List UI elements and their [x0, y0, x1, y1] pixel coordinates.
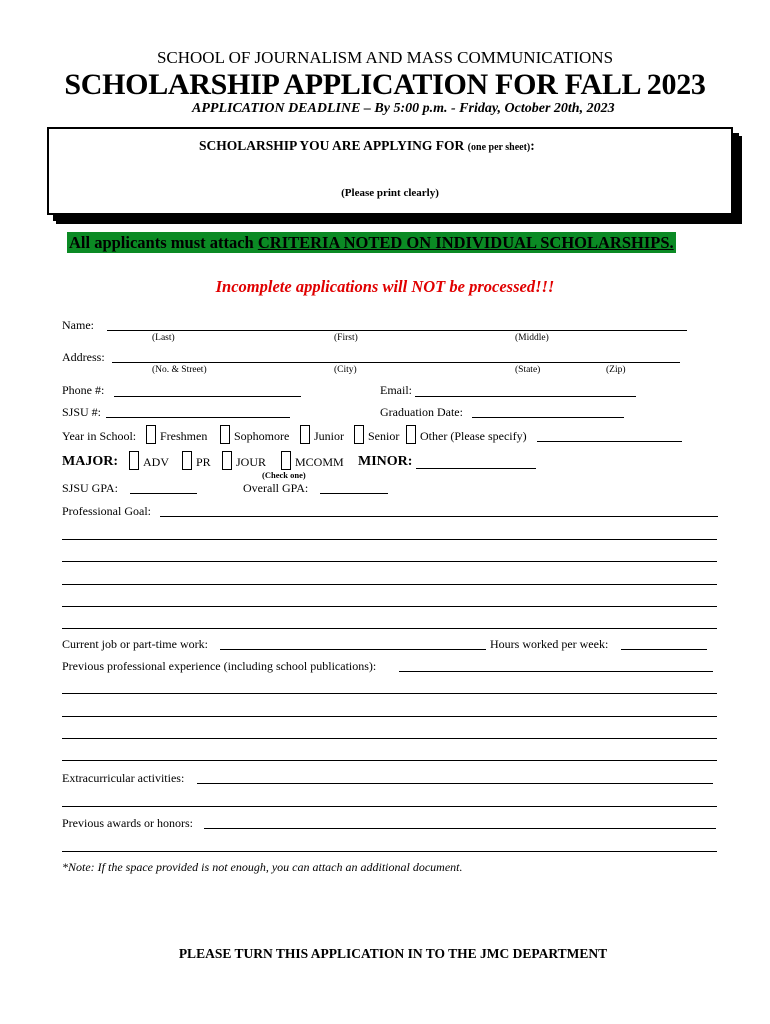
phone-line[interactable] — [114, 396, 301, 397]
professional-goal-line[interactable] — [62, 584, 717, 585]
address-street-hint: (No. & Street) — [152, 365, 207, 375]
school-name: SCHOOL OF JOURNALISM AND MASS COMMUNICATIONS — [156, 48, 614, 67]
graduation-date-label: Graduation Date: — [380, 405, 463, 419]
overall-gpa-line[interactable] — [320, 493, 388, 494]
extracurricular-line[interactable] — [62, 806, 717, 807]
other-specify-line[interactable] — [537, 441, 682, 442]
experience-line[interactable] — [62, 716, 717, 717]
professional-goal-line[interactable] — [62, 539, 717, 540]
sjsu-id-label: SJSU #: — [62, 405, 102, 419]
experience-line[interactable] — [399, 671, 713, 672]
graduation-date-line[interactable] — [472, 417, 624, 418]
professional-goal-line[interactable] — [160, 516, 718, 517]
space-note: *Note: If the space provided is not enough, you can attach an additional document. — [62, 860, 463, 874]
junior-option: Junior — [314, 429, 344, 443]
incomplete-warning: Incomplete applications will NOT be processed!!! — [215, 277, 555, 296]
senior-checkbox[interactable] — [354, 425, 364, 444]
deadline: APPLICATION DEADLINE – By 5:00 p.m. - Friday, October 20th, 2023 — [192, 101, 615, 116]
experience-line[interactable] — [62, 738, 717, 739]
jour-option: JOUR — [236, 455, 267, 469]
senior-option: Senior — [368, 429, 400, 443]
name-last-hint: (Last) — [152, 333, 175, 343]
address-line[interactable] — [112, 362, 680, 363]
criteria-prefix: All applicants must attach — [69, 233, 258, 252]
sjsu-gpa-line[interactable] — [130, 493, 197, 494]
year-in-school-label: Year in School: — [62, 429, 137, 443]
freshmen-checkbox[interactable] — [146, 425, 156, 444]
overall-gpa-label: Overall GPA: — [243, 481, 309, 495]
awards-line[interactable] — [204, 828, 716, 829]
sophomore-option: Sophomore — [234, 429, 290, 443]
address-label: Address: — [62, 350, 105, 364]
pr-checkbox[interactable] — [182, 451, 192, 470]
name-label: Name: — [62, 318, 94, 332]
professional-goal-line[interactable] — [62, 561, 717, 562]
address-state-hint: (State) — [515, 365, 541, 375]
mcomm-option: MCOMM — [295, 455, 344, 469]
major-label: MAJOR: — [62, 454, 118, 469]
freshmen-option: Freshmen — [160, 429, 208, 443]
sophomore-checkbox[interactable] — [220, 425, 230, 444]
hours-worked-label: Hours worked per week: — [490, 637, 609, 651]
hours-worked-line[interactable] — [621, 649, 707, 650]
extracurricular-label: Extracurricular activities: — [62, 771, 185, 785]
scholarship-label: SCHOLARSHIP YOU ARE APPLYING FOR (one per sheet): — [199, 138, 535, 153]
form-title: SCHOLARSHIP APPLICATION FOR FALL 2023 — [64, 68, 706, 101]
adv-option: ADV — [143, 455, 169, 469]
email-label: Email: — [380, 383, 412, 397]
experience-label: Previous professional experience (including school publications): — [62, 659, 377, 673]
experience-line[interactable] — [62, 760, 717, 761]
other-checkbox[interactable] — [406, 425, 416, 444]
turn-in-instruction: PLEASE TURN THIS APPLICATION IN TO THE JMC DEPARTMENT — [178, 946, 608, 961]
junior-checkbox[interactable] — [300, 425, 310, 444]
scholarship-box[interactable] — [47, 127, 733, 215]
address-city-hint: (City) — [334, 365, 357, 375]
print-clearly-hint: (Please print clearly) — [341, 187, 439, 199]
professional-goal-label: Professional Goal: — [62, 504, 151, 518]
other-option: Other (Please specify) — [420, 429, 527, 443]
address-zip-hint: (Zip) — [606, 365, 626, 375]
sjsu-gpa-label: SJSU GPA: — [62, 481, 118, 495]
phone-label: Phone #: — [62, 383, 105, 397]
email-line[interactable] — [415, 396, 636, 397]
experience-line[interactable] — [62, 693, 717, 694]
mcomm-checkbox[interactable] — [281, 451, 291, 470]
current-job-label: Current job or part-time work: — [62, 637, 208, 651]
awards-line[interactable] — [62, 851, 717, 852]
minor-label: MINOR: — [358, 454, 413, 469]
criteria-underlined: CRITERIA NOTED ON INDIVIDUAL SCHOLARSHIPS. — [257, 233, 674, 252]
sjsu-id-line[interactable] — [106, 417, 290, 418]
minor-line[interactable] — [416, 468, 536, 469]
name-middle-hint: (Middle) — [515, 333, 549, 343]
adv-checkbox[interactable] — [129, 451, 139, 470]
professional-goal-line[interactable] — [62, 606, 717, 607]
extracurricular-line[interactable] — [197, 783, 713, 784]
jour-checkbox[interactable] — [222, 451, 232, 470]
awards-label: Previous awards or honors: — [62, 816, 193, 830]
current-job-line[interactable] — [220, 649, 486, 650]
name-line[interactable] — [107, 330, 687, 331]
criteria-notice — [67, 232, 676, 253]
professional-goal-line[interactable] — [62, 628, 717, 629]
check-one-hint: (Check one) — [262, 470, 306, 480]
pr-option: PR — [196, 455, 211, 469]
name-first-hint: (First) — [334, 333, 358, 343]
